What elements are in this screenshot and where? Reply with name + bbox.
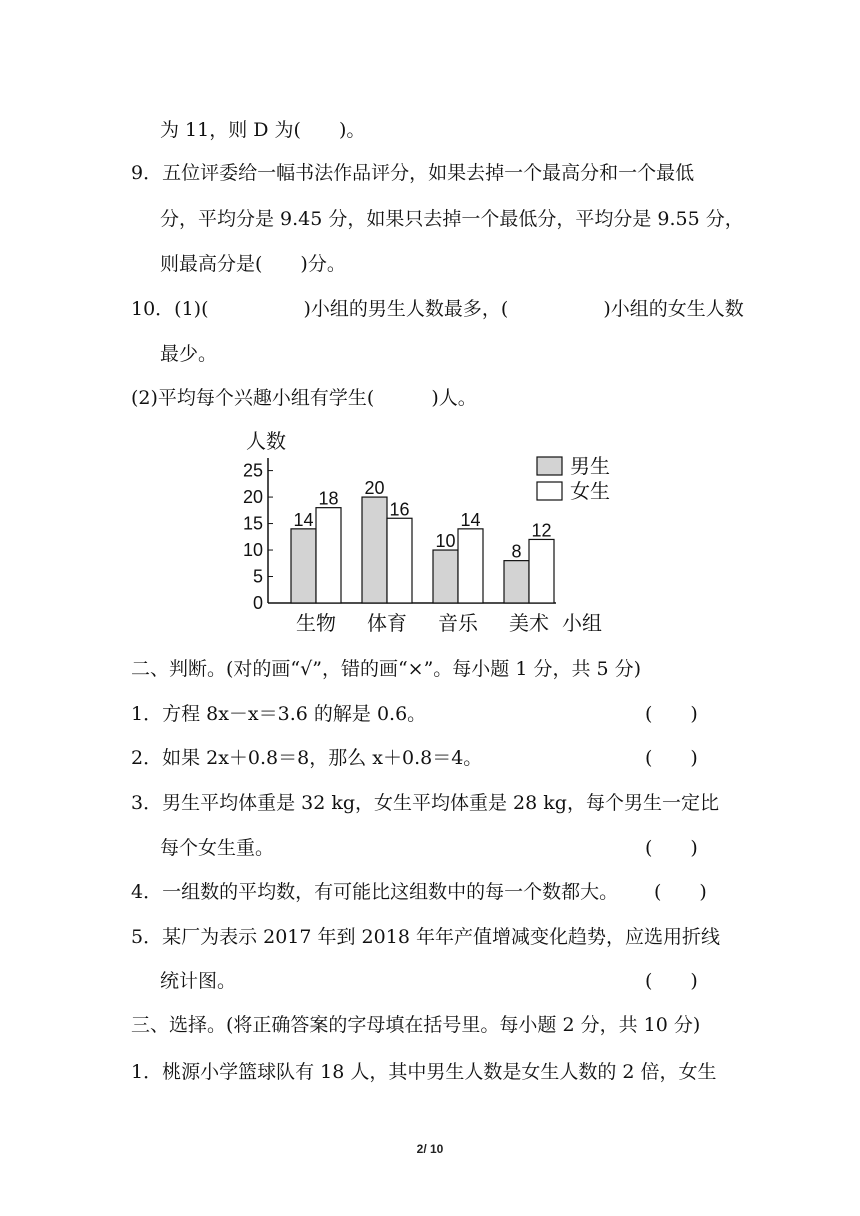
- judge-5-answer-parens[interactable]: ( ): [645, 970, 698, 992]
- judge-4: 4．一组数的平均数，有可能比这组数中的每一个数都大。: [131, 881, 619, 903]
- x-tick-label: 体育: [367, 613, 407, 635]
- y-axis-label: 人数: [246, 431, 286, 453]
- judge-1: 1．方程 8x－x＝3.6 的解是 0.6。: [131, 703, 427, 725]
- y-tick-label: 0: [252, 593, 263, 613]
- x-tick-label: 音乐: [438, 613, 478, 635]
- bar-体育-女生: [387, 518, 412, 603]
- q9-line-2: 分，平均分是 9.45 分，如果只去掉一个最低分，平均分是 9.55 分，: [160, 208, 744, 230]
- y-tick-label: 15: [242, 513, 263, 534]
- q10-part2: (2)平均每个兴趣小组有学生( )人。: [131, 387, 477, 409]
- bar-音乐-男生: [433, 550, 458, 603]
- choice-1-line-1: 1．桃源小学篮球队有 18 人，其中男生人数是女生人数的 2 倍，女生: [131, 1061, 717, 1083]
- judge-3-line-1: 3．男生平均体重是 32 kg，女生平均体重是 28 kg，每个男生一定比: [131, 792, 719, 814]
- y-tick-label: 5: [252, 566, 263, 587]
- data-label: 20: [364, 478, 385, 499]
- legend-swatch-女生: [537, 482, 562, 500]
- q10-part1-line-2: 最少。: [160, 343, 218, 365]
- legend: [537, 455, 610, 503]
- y-tick-label: 20: [242, 487, 263, 508]
- q8-continuation: 为 11，则 D 为( )。: [160, 119, 366, 141]
- section-2-heading: 二、判断。(对的画“√”，错的画“×”。每小题 1 分，共 5 分): [131, 658, 642, 680]
- q9-line-1: 9．五位评委给一幅书法作品评分，如果去掉一个最高分和一个最低: [131, 162, 695, 184]
- judge-2: 2．如果 2x＋0.8＝8，那么 x＋0.8＝4。: [131, 747, 483, 769]
- legend-label: 女生: [570, 481, 610, 503]
- data-label: 12: [531, 520, 552, 541]
- bars: [291, 478, 554, 635]
- judge-1-answer-parens[interactable]: ( ): [645, 703, 698, 725]
- judge-3-answer-parens[interactable]: ( ): [645, 837, 698, 859]
- y-tick-label: 25: [242, 460, 263, 481]
- data-label: 14: [460, 509, 481, 530]
- legend-label: 男生: [570, 456, 610, 478]
- page-number: 2/ 10: [416, 1142, 444, 1156]
- y-tick-label: 10: [242, 540, 263, 561]
- bar-美术-女生: [529, 539, 554, 603]
- data-label: 10: [435, 531, 456, 552]
- bar-生物-女生: [316, 508, 341, 603]
- judge-4-answer-parens[interactable]: ( ): [654, 881, 707, 903]
- x-tick-label: 生物: [296, 613, 336, 635]
- x-tick-label: 美术: [509, 613, 549, 635]
- x-axis-label: 小组: [562, 613, 602, 635]
- data-label: 8: [511, 541, 522, 562]
- q10-part1-line-1: 10．(1)( )小组的男生人数最多，( )小组的女生人数: [131, 298, 744, 320]
- judge-3-line-2: 每个女生重。: [160, 837, 275, 859]
- bar-生物-男生: [291, 529, 316, 603]
- data-label: 16: [389, 499, 410, 520]
- bar-chart: [228, 420, 628, 640]
- section-3-heading: 三、选择。(将正确答案的字母填在括号里。每小题 2 分，共 10 分): [131, 1014, 701, 1036]
- bar-美术-男生: [504, 561, 529, 603]
- data-label: 18: [318, 488, 339, 509]
- q9-line-3: 则最高分是( )分。: [160, 253, 346, 275]
- judge-5-line-1: 5．某厂为表示 2017 年到 2018 年年产值增减变化趋势，应选用折线: [131, 926, 720, 948]
- judge-5-line-2: 统计图。: [160, 970, 237, 992]
- data-label: 14: [293, 509, 314, 530]
- bar-体育-男生: [362, 497, 387, 603]
- bar-音乐-女生: [458, 529, 483, 603]
- legend-swatch-男生: [537, 457, 562, 475]
- judge-2-answer-parens[interactable]: ( ): [645, 747, 698, 769]
